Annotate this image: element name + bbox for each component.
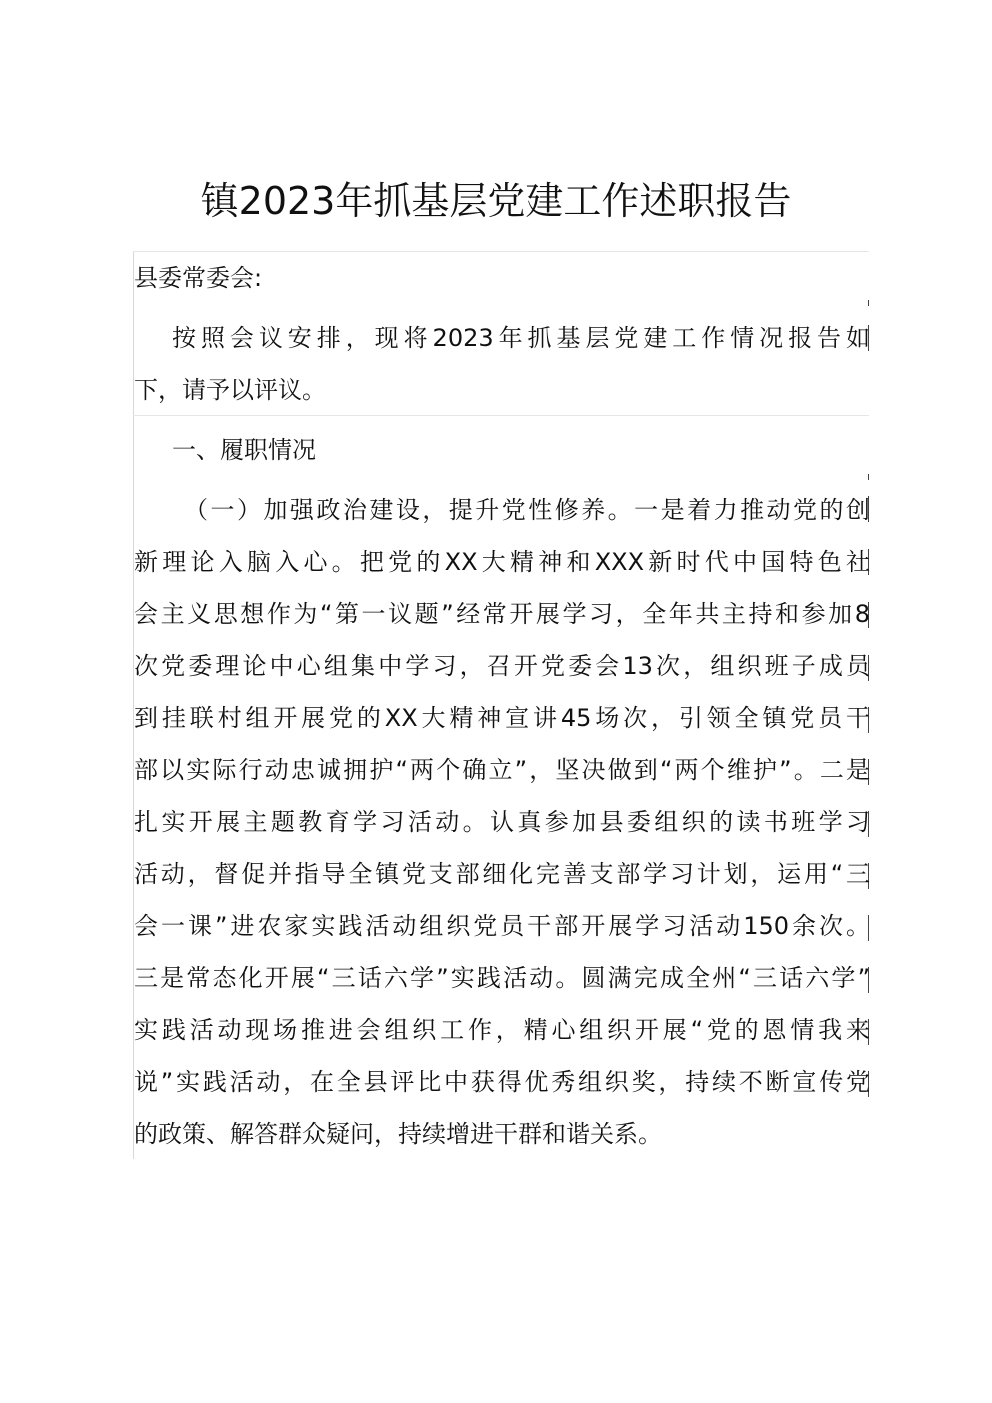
section-heading: 一、履职情况 (172, 436, 316, 464)
intro-line: 下，请予以评议。 (134, 376, 326, 404)
body-line: 三是常态化开展“三话六学”实践活动。圆满完成全州“三话六学” (134, 964, 870, 992)
body-line: 到挂联村组开展党的XX大精神宣讲45场次，引领全镇党员干 (134, 704, 870, 732)
body-line: 实践活动现场推进会组织工作，精心组织开展“党的恩情我来 (134, 1016, 870, 1044)
body-line: 部以实际行动忠诚拥护“两个确立”，坚决做到“两个维护”。二是 (134, 756, 870, 784)
salutation: 县委常委会: (134, 264, 263, 292)
frame-edge-mark (868, 300, 869, 306)
frame-top-rule (133, 251, 869, 252)
paragraph-divider-rule (133, 415, 869, 416)
frame-edge-mark (868, 474, 869, 480)
document-title: 镇2023年抓基层党建工作述职报告 (200, 179, 792, 223)
body-line: 会主义思想作为“第一议题”经常开展学习，全年共主持和参加8 (134, 600, 870, 628)
body-line: 新理论入脑入心。把党的XX大精神和XXX新时代中国特色社 (134, 548, 870, 576)
body-line: 的政策、解答群众疑问，持续增进干群和谐关系。 (134, 1120, 662, 1148)
body-line: （一）加强政治建设，提升党性修养。一是着力推动党的创 (184, 496, 870, 524)
body-line: 会一课”进农家实践活动组织党员干部开展学习活动150余次。 (134, 912, 870, 940)
body-line: 说”实践活动，在全县评比中获得优秀组织奖，持续不断宣传党 (134, 1068, 870, 1096)
body-line: 活动，督促并指导全镇党支部细化完善支部学习计划，运用“三 (134, 860, 870, 888)
body-line: 扎实开展主题教育学习活动。认真参加县委组织的读书班学习 (134, 808, 870, 836)
body-line: 次党委理论中心组集中学习，召开党委会13次，组织班子成员 (134, 652, 870, 680)
intro-line: 按照会议安排，现将2023年抓基层党建工作情况报告如 (172, 324, 870, 352)
